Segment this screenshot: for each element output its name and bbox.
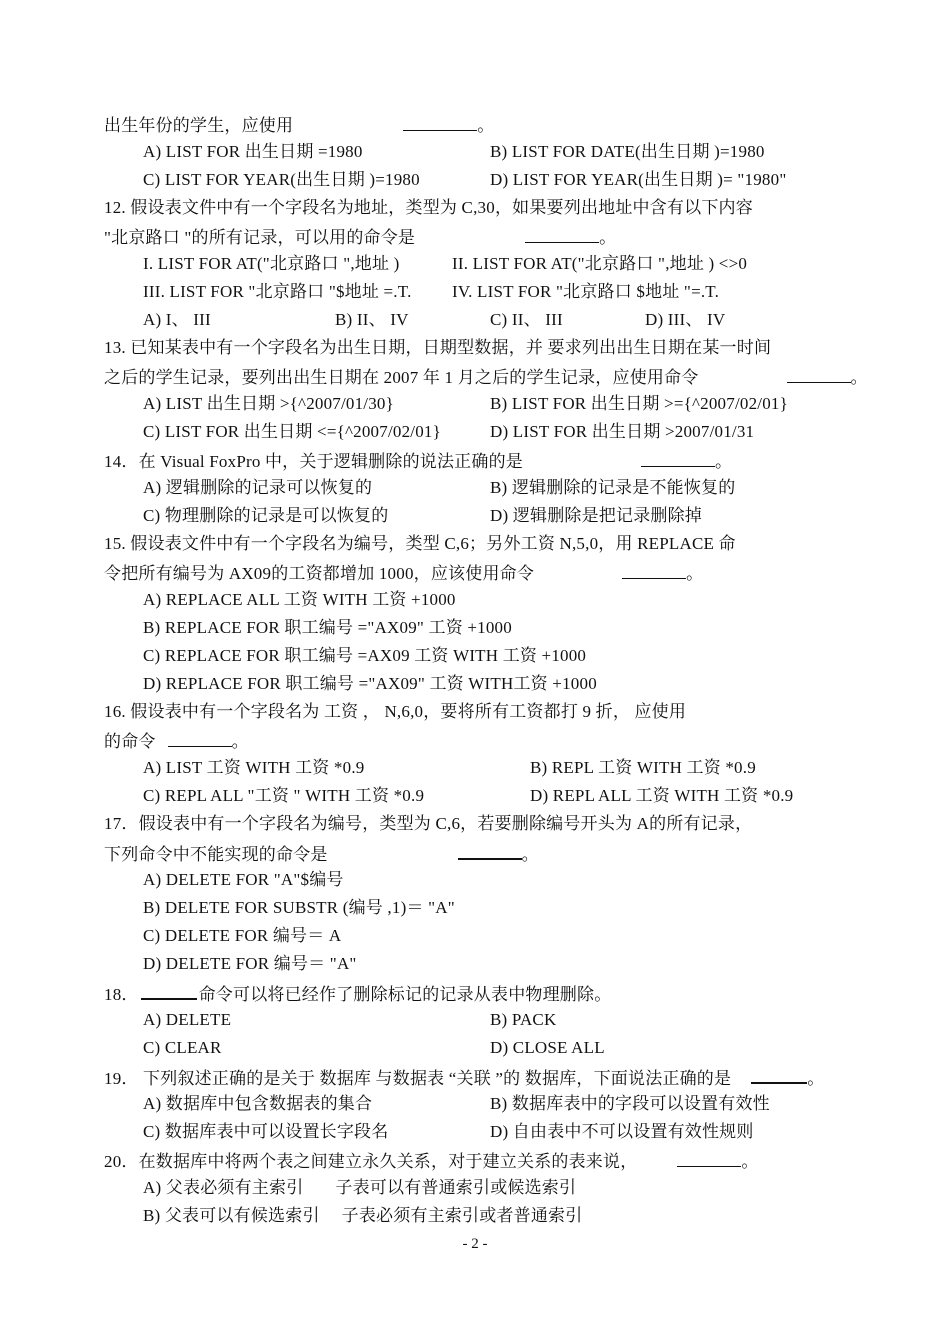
question-13: 13. 已知某表中有一个字段名为出生日期，日期型数据，并 要求列出出生日期在某一时间 xyxy=(104,338,772,357)
option-15a: A) REPLACE ALL 工资 WITH 工资 +1000 xyxy=(143,590,456,609)
option-12c: C) II、 III xyxy=(490,310,563,329)
question-13-cont: 之后的学生记录，要列出出生日期在 2007 年 1 月之后的学生记录，应使用命令 。 xyxy=(104,368,868,387)
option-18c: C) CLEAR xyxy=(143,1038,222,1057)
question-17: 17．假设表中有一个字段名为编号，类型为 C,6，若要删除编号开头为 A的所有记录， xyxy=(104,814,753,833)
question-15: 15. 假设表文件中有一个字段名为编号，类型 C,6；另外工资 N,5,0，用 REPLACE 命 xyxy=(104,534,736,553)
option-18a: A) DELETE xyxy=(143,1010,232,1029)
question-12-cont: "北京路口 "的所有记录，可以用的命令是 。 xyxy=(104,228,617,247)
option-12a: A) I、 III xyxy=(143,310,211,329)
question-14: 14．在 Visual FoxPro 中，关于逻辑删除的说法正确的是 。 xyxy=(104,452,733,471)
question-11-tail: 出生年份的学生，应使用 。 xyxy=(104,116,495,135)
option-11b: B) LIST FOR DATE(出生日期 )=1980 xyxy=(490,142,765,161)
option-15d: D) REPLACE FOR 职工编号 ="AX09" 工资 WITH工资 +1000 xyxy=(143,674,597,693)
option-13b: B) LIST FOR 出生日期 >={^2007/02/01} xyxy=(490,394,788,413)
statement-12-iii: III. LIST FOR "北京路口 "$地址 =.T. xyxy=(143,282,412,301)
question-18: 18． 命令可以将已经作了删除标记的记录从表中物理删除。 xyxy=(104,982,611,1005)
option-14a: A) 逻辑删除的记录可以恢复的 xyxy=(143,478,373,497)
option-11a: A) LIST FOR 出生日期 =1980 xyxy=(143,142,363,161)
option-15b: B) REPLACE FOR 职工编号 ="AX09" 工资 +1000 xyxy=(143,618,512,637)
option-11c: C) LIST FOR YEAR(出生日期 )=1980 xyxy=(143,170,420,189)
option-19a: A) 数据库中包含数据表的集合 xyxy=(143,1094,373,1113)
option-12d: D) III、 IV xyxy=(645,310,726,329)
option-16a: A) LIST 工资 WITH 工资 *0.9 xyxy=(143,758,365,777)
option-17c: C) DELETE FOR 编号＝ A xyxy=(143,926,342,945)
option-19b: B) 数据库表中的字段可以设置有效性 xyxy=(490,1094,770,1113)
option-14c: C) 物理删除的记录是可以恢复的 xyxy=(143,506,389,525)
question-16: 16. 假设表中有一个字段名为 工资 ， N,6,0，要将所有工资都打 9 折， 应使用 xyxy=(104,702,687,721)
question-19: 19． 下列叙述正确的是关于 数据库 与数据表 “关联 ”的 数据库，下面说法正确的是 。 xyxy=(104,1066,824,1089)
option-17d: D) DELETE FOR 编号＝ "A" xyxy=(143,954,357,973)
question-16-cont: 的命令 。 xyxy=(104,732,249,751)
page-number: - 2 - xyxy=(462,1236,488,1252)
option-16b: B) REPL 工资 WITH 工资 *0.9 xyxy=(530,758,756,777)
option-18b: B) PACK xyxy=(490,1010,557,1029)
option-18d: D) CLOSE ALL xyxy=(490,1038,605,1057)
statement-12-iv: IV. LIST FOR "北京路口 $地址 "=.T. xyxy=(452,282,720,301)
option-19c: C) 数据库表中可以设置长字段名 xyxy=(143,1122,389,1141)
option-11d: D) LIST FOR YEAR(出生日期 )= "1980" xyxy=(490,170,787,189)
question-20: 20．在数据库中将两个表之间建立永久关系，对于建立关系的表来说， 。 xyxy=(104,1152,759,1171)
statement-12-ii: II. LIST FOR AT("北京路口 ",地址 ) <>0 xyxy=(452,254,748,273)
option-16c: C) REPL ALL "工资 " WITH 工资 *0.9 xyxy=(143,786,425,805)
question-17-cont: 下列命令中不能实现的命令是 。 xyxy=(104,842,539,865)
question-12: 12. 假设表文件中有一个字段名为地址，类型为 C,30，如果要列出地址中含有以下内容 xyxy=(104,198,753,217)
option-13c: C) LIST FOR 出生日期 <={^2007/02/01} xyxy=(143,422,441,441)
option-15c: C) REPLACE FOR 职工编号 =AX09 工资 WITH 工资 +1000 xyxy=(143,646,587,665)
question-15-cont: 令把所有编号为 AX09的工资都增加 1000，应该使用命令 。 xyxy=(104,564,704,583)
statement-12-i: I. LIST FOR AT("北京路口 ",地址 ) xyxy=(143,254,400,273)
option-13d: D) LIST FOR 出生日期 >2007/01/31 xyxy=(490,422,755,441)
option-19d: D) 自由表中不可以设置有效性规则 xyxy=(490,1122,754,1141)
option-13a: A) LIST 出生日期 >{^2007/01/30} xyxy=(143,394,394,413)
option-17b: B) DELETE FOR SUBSTR (编号 ,1)＝ "A" xyxy=(143,898,455,917)
option-20b: B) 父表可以有候选索引 子表必须有主索引或者普通索引 xyxy=(143,1206,583,1225)
option-16d: D) REPL ALL 工资 WITH 工资 *0.9 xyxy=(530,786,794,805)
option-20a: A) 父表必须有主索引 子表可以有普通索引或候选索引 xyxy=(143,1178,577,1197)
option-14b: B) 逻辑删除的记录是不能恢复的 xyxy=(490,478,736,497)
option-14d: D) 逻辑删除是把记录删除掉 xyxy=(490,506,702,525)
option-17a: A) DELETE FOR "A"$编号 xyxy=(143,870,344,889)
option-12b: B) II、 IV xyxy=(335,310,409,329)
